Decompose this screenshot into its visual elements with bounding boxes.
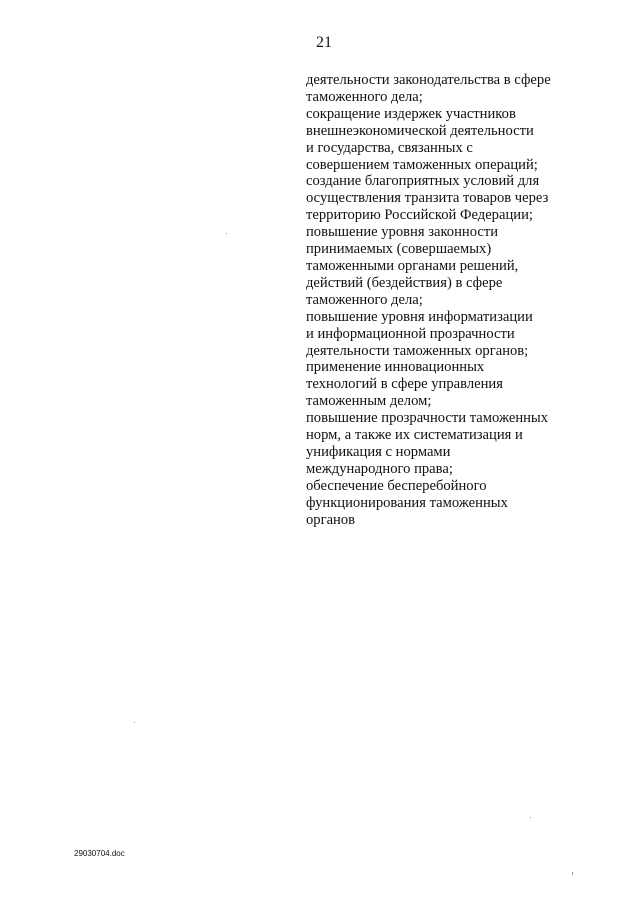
text-line: осуществления транзита товаров через — [306, 190, 549, 207]
text-line: и государства, связанных с — [306, 139, 473, 156]
text-line: унификация с нормами — [306, 443, 451, 460]
text-line: принимаемых (совершаемых) — [306, 241, 492, 258]
text-line: повышение уровня законности — [306, 224, 499, 241]
scan-speck — [572, 872, 573, 875]
text-line: таможенными органами решений, — [306, 257, 519, 274]
text-line: действий (бездействия) в сфере — [306, 274, 503, 291]
text-line: совершением таможенных операций; — [306, 156, 538, 173]
text-line: территорию Российской Федерации; — [306, 207, 533, 224]
scan-speck — [134, 722, 135, 723]
body-text — [306, 72, 626, 528]
text-line: таможенного дела; — [306, 88, 423, 105]
footer-filename: 29030704.doc — [74, 849, 125, 858]
scan-speck — [226, 233, 227, 234]
text-line: сокращение издержек участников — [306, 105, 516, 122]
text-line: обеспечение бесперебойного — [306, 477, 487, 494]
text-line: функционирования таможенных — [306, 494, 508, 511]
text-line: таможенного дела; — [306, 291, 423, 308]
text-line: деятельности законодательства в сфере — [306, 72, 551, 88]
page-number: 21 — [316, 34, 332, 51]
text-line: применение инновационных — [306, 359, 485, 376]
scan-speck — [530, 817, 531, 818]
text-line: создание благоприятных условий для — [306, 173, 540, 190]
text-line: органов — [306, 511, 356, 528]
text-line: технологий в сфере управления — [306, 376, 503, 393]
text-line: международного права; — [306, 460, 453, 477]
text-line: повышение прозрачности таможенных — [306, 410, 549, 427]
text-line: и информационной прозрачности — [306, 325, 515, 342]
text-line: внешнеэкономической деятельности — [306, 122, 534, 139]
text-line: деятельности таможенных органов; — [306, 342, 529, 359]
text-line: таможенным делом; — [306, 393, 432, 410]
text-line: норм, а также их систематизация и — [306, 427, 523, 444]
text-line: повышение уровня информатизации — [306, 308, 533, 325]
